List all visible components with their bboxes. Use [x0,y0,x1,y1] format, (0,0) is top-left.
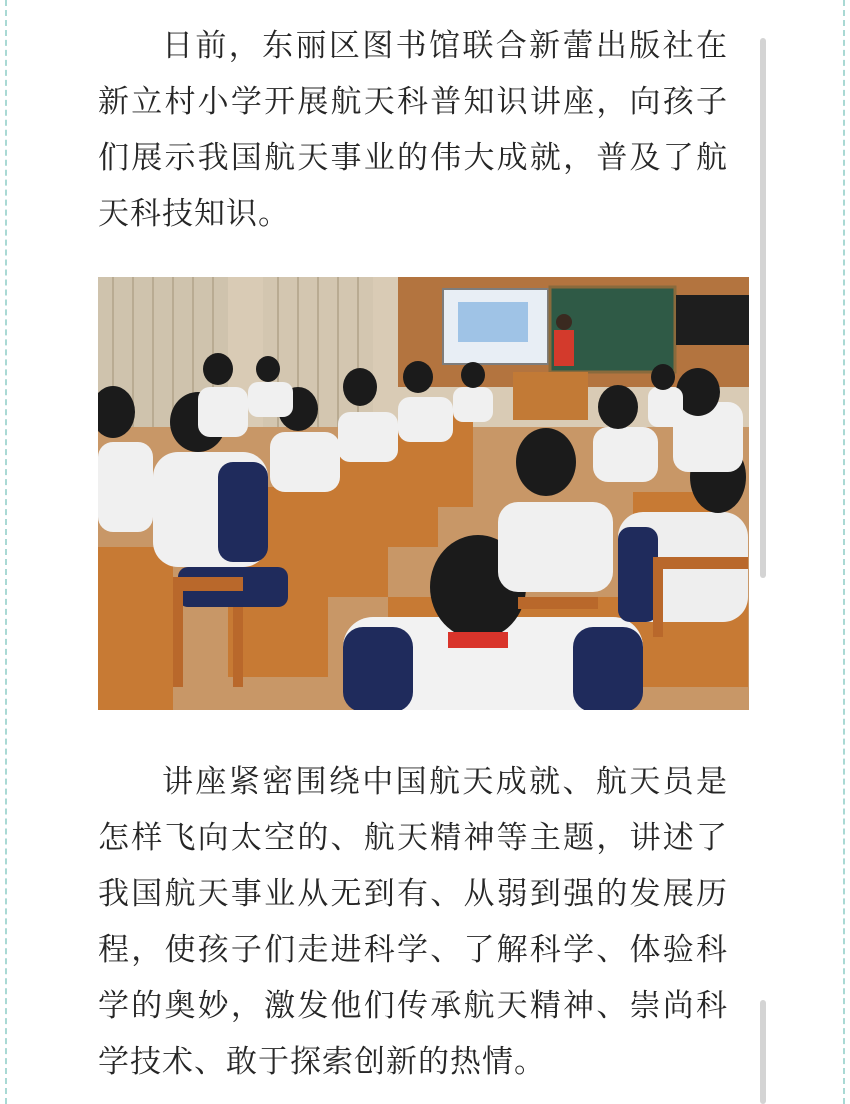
article-body [98,18,728,1090]
left-dashed-border [5,0,7,1104]
scroll-indicator-top[interactable] [760,38,766,578]
article-paragraph-2: 讲座紧密围绕中国航天成就、航天员是怎样飞向太空的、航天精神等主题，讲述了我国航天事业从无到有、从弱到强的发展历程，使孩子们走进科学、了解科学、体验科学的奥妙，激发他们传承航天精神、崇尚科学技术、敢于探索创新的热情。 [98,764,728,1080]
article-paragraph-1: 日前，东丽区图书馆联合新蕾出版社在新立村小学开展航天科普知识讲座，向孩子们展示我国航天事业的伟大成就，普及了航天科技知识。 [98,28,728,232]
scroll-indicator-bottom[interactable] [760,1000,766,1104]
classroom-photo-illustration [98,277,749,710]
classroom-lecture-photo [98,277,749,710]
right-dashed-border [843,0,845,1104]
